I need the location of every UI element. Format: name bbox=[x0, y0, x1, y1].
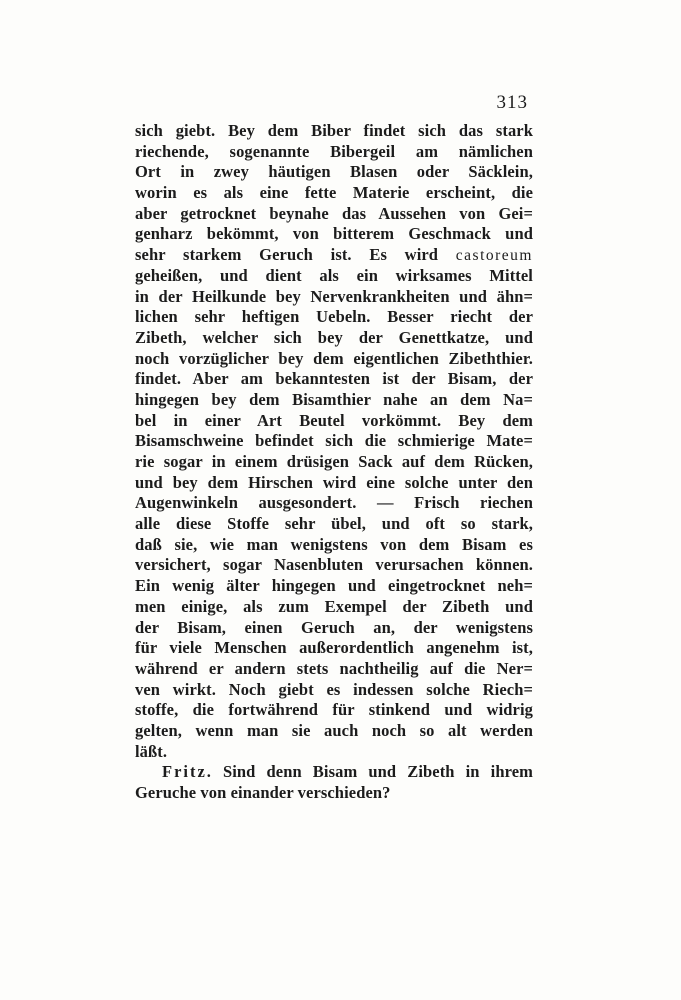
text-line: für viele Menschen außerordentlich angenehm ist, bbox=[135, 638, 533, 658]
text-line: in der Heilkunde bey Nervenkrankheiten und ähn= bbox=[135, 286, 533, 306]
page-number: 313 bbox=[496, 92, 528, 113]
text-line: genharz bekömmt, von bitterem Geschmack und bbox=[135, 224, 533, 244]
text-line: hingegen bey dem Bisamthier nahe an dem Na= bbox=[135, 389, 533, 409]
text-line: sehr starkem Geruch ist. Es wird castoreum bbox=[135, 245, 533, 265]
text-line: daß sie, wie man wenigstens von dem Bisam es bbox=[135, 534, 533, 554]
text-line: aber getrocknet beynahe das Aussehen von Gei= bbox=[135, 203, 533, 223]
main-paragraph bbox=[135, 121, 533, 762]
dialogue-line-last: Geruche von einander verschieden? bbox=[135, 783, 391, 802]
text-line: und bey dem Hirschen wird eine solche unter den bbox=[135, 472, 533, 492]
text-line: Ein wenig älter hingegen und eingetrocknet neh= bbox=[135, 576, 533, 596]
body-text bbox=[135, 121, 533, 804]
text-line: worin es als eine fette Materie erscheint, die bbox=[135, 183, 533, 203]
text-line: geheißen, und dient als ein wirksames Mittel bbox=[135, 265, 533, 285]
text-line: versichert, sogar Nasenbluten verursachen können. bbox=[135, 555, 533, 575]
text-line: lichen sehr heftigen Uebeln. Besser riecht der bbox=[135, 307, 533, 327]
text-line: alle diese Stoffe sehr übel, und oft so stark, bbox=[135, 514, 533, 534]
text-line: bel in einer Art Beutel vorkömmt. Bey dem bbox=[135, 410, 533, 430]
antiqua-term: castoreum bbox=[455, 247, 533, 265]
text-line: während er andern stets nachtheilig auf die Ner= bbox=[135, 658, 533, 678]
text-line: riechende, sogenannte Bibergeil am nämlichen bbox=[135, 141, 533, 161]
text-line: Bisamschweine befindet sich die schmierige Mate= bbox=[135, 431, 533, 451]
dialogue-line-first bbox=[135, 762, 533, 783]
text-line: ven wirkt. Noch giebt es indessen solche Riech= bbox=[135, 679, 533, 699]
text-line: stoffe, die fortwährend für stinkend und widrig bbox=[135, 700, 533, 720]
text-line: Augenwinkeln ausgesondert. — Frisch riechen bbox=[135, 493, 533, 513]
text-line: men einige, als zum Exempel der Zibeth und bbox=[135, 596, 533, 616]
speaker-name: Fritz. bbox=[162, 762, 213, 782]
text-line: rie sogar in einem drüsigen Sack auf dem Rücken, bbox=[135, 452, 533, 471]
text-line: der Bisam, einen Geruch an, der wenigstens bbox=[135, 617, 533, 637]
text-line: gelten, wenn man sie auch noch so alt werden bbox=[135, 720, 533, 740]
text-line: sich giebt. Bey dem Biber findet sich das stark bbox=[135, 121, 533, 140]
text-line: findet. Aber am bekanntesten ist der Bisam, der bbox=[135, 369, 533, 389]
dialogue-text-first: Sind denn Bisam und Zibeth in ihrem bbox=[222, 762, 533, 782]
text-line: Ort in zwey häutigen Blasen oder Säcklein, bbox=[135, 162, 533, 182]
text-line: noch vorzüglicher bey dem eigentlichen Zibeththier. bbox=[135, 348, 533, 368]
text-line: läßt. bbox=[135, 741, 168, 761]
text-line: Zibeth, welcher sich bey der Genettkatze, und bbox=[135, 327, 533, 347]
